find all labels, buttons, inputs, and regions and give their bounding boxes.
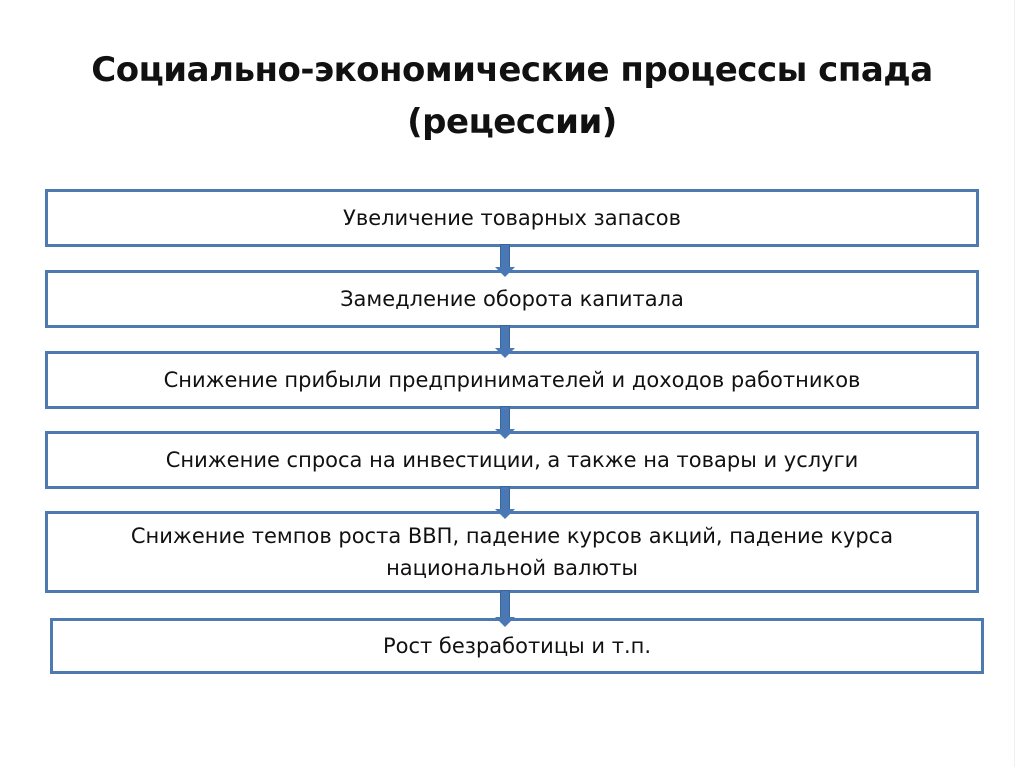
step-box-1 xyxy=(45,189,979,247)
slide-title xyxy=(0,44,1024,148)
step-label: Снижение спроса на инвестиции, а также на товары и услуги xyxy=(165,448,859,472)
step-label: Снижение прибыли предпринимателей и доходов работников xyxy=(163,368,861,392)
step-label-line-1: Снижение темпов роста ВВП, падение курсов акций, падение курса xyxy=(130,524,894,548)
step-box-3 xyxy=(45,351,979,409)
title-line-1: Социально-экономические процессы спада xyxy=(91,50,933,90)
step-label-line-2: национальной валюты xyxy=(386,556,638,580)
down-arrow-icon xyxy=(495,406,515,440)
down-arrow-icon xyxy=(495,590,515,628)
step-label: Увеличение товарных запасов xyxy=(343,206,681,230)
down-arrow-icon xyxy=(495,325,515,359)
step-box-2 xyxy=(45,270,979,328)
title-line-2: (рецессии) xyxy=(407,102,617,142)
step-label: Рост безработицы и т.п. xyxy=(382,634,652,658)
step-label: Замедление оборота капитала xyxy=(340,287,684,311)
step-box-6 xyxy=(50,618,984,674)
step-box-5 xyxy=(45,511,979,593)
down-arrow-icon xyxy=(495,486,515,520)
down-arrow-icon xyxy=(495,244,515,278)
